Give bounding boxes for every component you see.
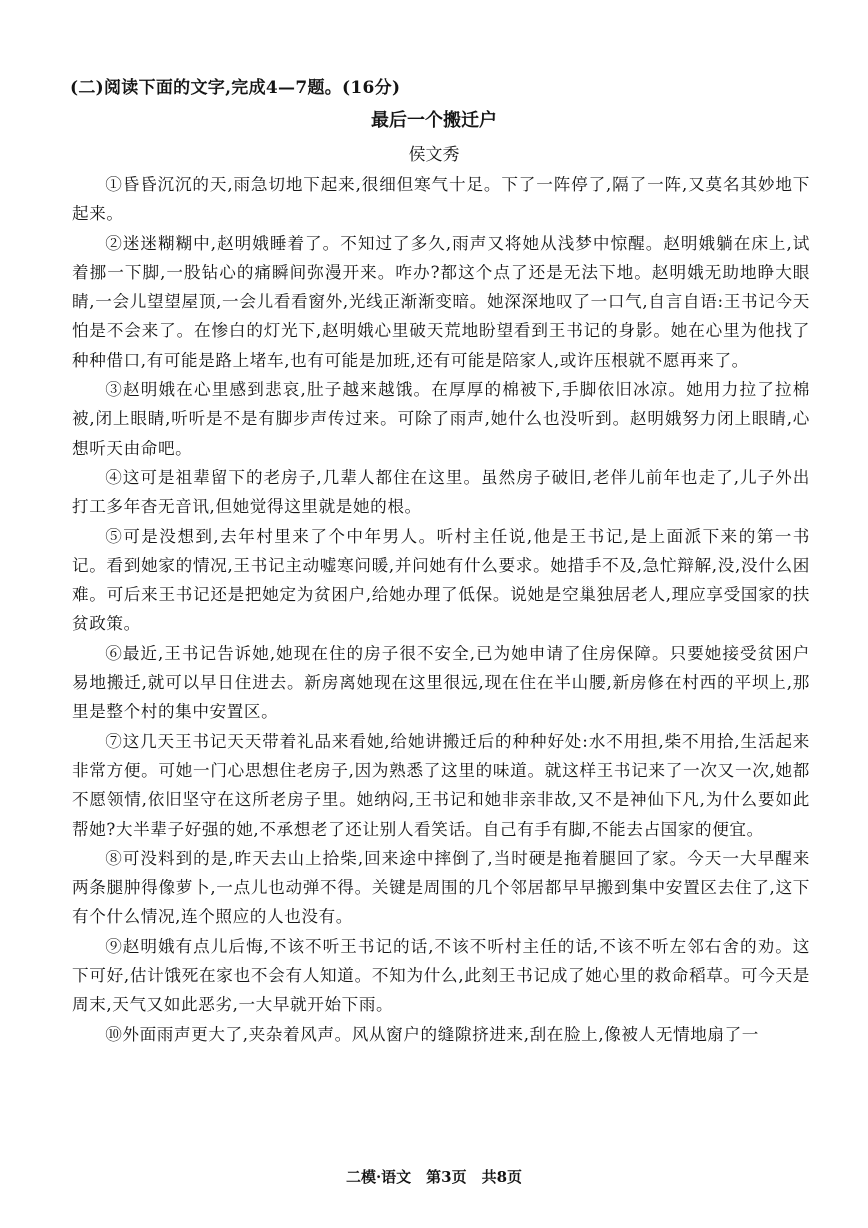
section-header: (二)阅读下面的文字,完成4—7题。(16分) [70,78,401,98]
paragraph-5: ⑤可是没想到,去年村里来了个中年男人。听村主任说,他是王书记,是上面派下来的第一书记。看到她家的情况,王书记主动嘘寒问暖,并问她有什么要求。她措手不及,急忙辩解,没,没什么困难。可后来王书记还是把她定为贫困户,给她办理了低保。说她是空巢独居老人,理应享受国家的扶贫政策。 [72,526,810,634]
paragraph-8: ⑧可没料到的是,昨天去山上拾柴,回来途中摔倒了,当时硬是拖着腿回了家。今天一大早醒来两条腿肿得像萝卜,一点儿也动弹不得。关键是周围的几个邻居都早早搬到集中安置区去住了,这下有个什么情况,连个照应的人也没有。 [72,848,810,927]
paragraph-9: ⑨赵明娥有点儿后悔,不该不听王书记的话,不该不听村主任的话,不该不听左邻右舍的劝。这下可好,估计饿死在家也不会有人知道。不知为什么,此刻王书记成了她心里的救命稻草。可今天是周末,天气又如此恶劣,一大早就开始下雨。 [72,936,810,1015]
article-author: 侯文秀 [408,145,460,165]
paragraph-2: ②迷迷糊糊中,赵明娥睡着了。不知过了多久,雨声又将她从浅梦中惊醒。赵明娥躺在床上,试着挪一下脚,一股钻心的痛瞬间弥漫开来。咋办?都这个点了还是无法下地。赵明娥无助地睁大眼睛,一会儿望望屋顶,一会儿看看窗外,光线正渐渐变暗。她深深地叹了一口气,自言自语:王书记今天怕是不会来了。在惨白的灯光下,赵明娥心里破天荒地盼望看到王书记的身影。她在心里为他找了种种借口,有可能是路上堵车,也有可能是加班,还有可能是陪家人,或许压根就不愿再来了。 [72,233,810,370]
paragraph-7: ⑦这几天王书记天天带着礼品来看她,给她讲搬迁后的种种好处:水不用担,柴不用拾,生活起来非常方便。可她一门心思想住老房子,因为熟悉了这里的味道。就这样王书记来了一次又一次,她都不愿领情,依旧坚守在这所老房子里。她纳闷,王书记和她非亲非故,又不是神仙下凡,为什么要如此帮她?大半辈子好强的她,不承想老了还让别人看笑话。自己有手有脚,不能去占国家的便宜。 [72,731,810,839]
paragraph-6: ⑥最近,王书记告诉她,她现在住的房子很不安全,已为她申请了住房保障。只要她接受贫困户易地搬迁,就可以早日住进去。新房离她现在这里很远,现在住在半山腰,新房修在村西的平坝上,那里是整个村的集中安置区。 [72,643,810,722]
paragraph-10: ⑩外面雨声更大了,夹杂着风声。风从窗户的缝隙挤进来,刮在脸上,像被人无情地扇了一 [105,1024,759,1044]
article-title: 最后一个搬迁户 [371,110,497,131]
paragraph-1: ①昏昏沉沉的天,雨急切地下起来,很细但寒气十足。下了一阵停了,隔了一阵,又莫名其妙地下起来。 [72,175,810,224]
page-footer: 二模·语文 第3页 共8页 [345,1168,523,1186]
paragraph-3: ③赵明娥在心里感到悲哀,肚子越来越饿。在厚厚的棉被下,手脚依旧冰凉。她用力拉了拉棉被,闭上眼睛,听听是不是有脚步声传过来。可除了雨声,她什么也没听到。赵明娥努力闭上眼睛,心想听天由命吧。 [72,380,810,458]
article-body [72,170,810,1049]
paragraph-4: ④这可是祖辈留下的老房子,几辈人都住在这里。虽然房子破旧,老伴儿前年也走了,儿子外出打工多年杳无音讯,但她觉得这里就是她的根。 [72,467,810,517]
